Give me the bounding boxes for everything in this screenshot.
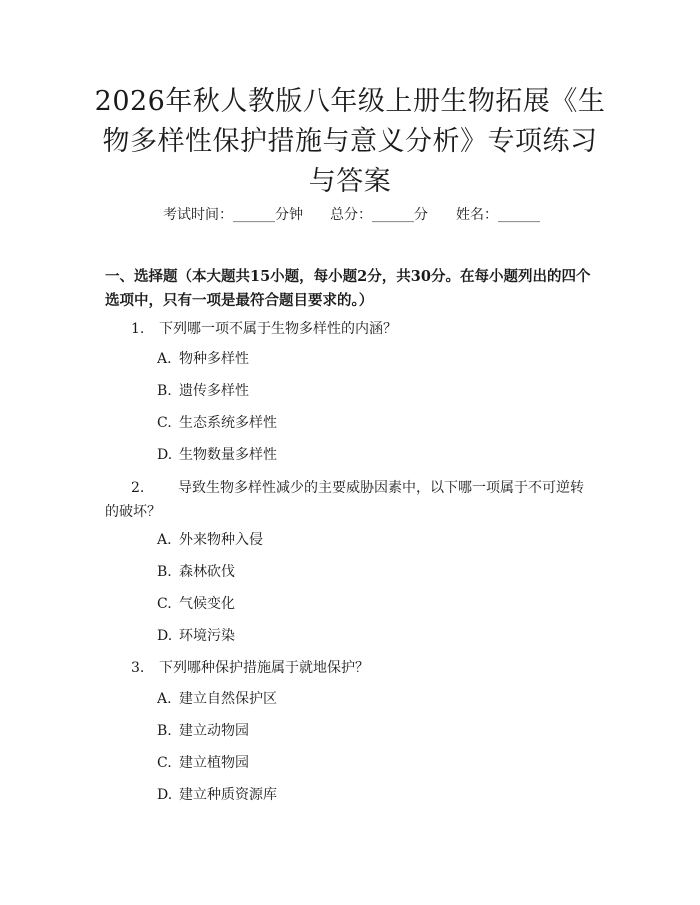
option-text: 气候变化 (179, 596, 235, 612)
option-2d[interactable] (157, 626, 235, 646)
question-1 (131, 318, 571, 340)
option-text: 生物数量多样性 (179, 447, 277, 463)
option-letter: A. (157, 532, 172, 548)
question-number: 2. (131, 480, 145, 496)
option-1a[interactable] (157, 349, 249, 369)
option-letter: B. (157, 383, 172, 399)
section-heading: 一、选择题（本大题共15小题，每小题2分，共30分。在每小题列出的四个选项中，只有一项是最符合题目要求的。） (105, 268, 591, 309)
option-letter: D. (157, 447, 173, 463)
exam-time-field: 考试时间：______分钟 (163, 207, 303, 223)
page-title: 2026年秋人教版八年级上册生物拓展《生物多样性保护措施与意义分析》专项练习与答案 (94, 86, 606, 197)
option-3b[interactable] (157, 721, 249, 741)
option-text: 建立自然保护区 (179, 691, 277, 707)
option-1b[interactable] (157, 381, 249, 401)
option-letter: C. (157, 596, 172, 612)
option-letter: D. (157, 787, 173, 803)
option-letter: A. (157, 691, 172, 707)
name-field: 姓名：______ (456, 207, 540, 223)
option-1d[interactable] (157, 445, 277, 465)
total-score-field: 总分：______分 (330, 207, 428, 223)
option-text: 外来物种入侵 (179, 532, 263, 548)
option-2a[interactable] (157, 530, 263, 550)
question-text: 导致生物多样性减少的主要威胁因素中，以下哪一项属于不可逆转的破坏？ (105, 480, 584, 520)
option-text: 遗传多样性 (179, 383, 249, 399)
question-text: 下列哪种保护措施属于就地保护？ (159, 660, 369, 676)
option-3c[interactable] (157, 753, 249, 773)
option-text: 环境污染 (179, 628, 235, 644)
option-letter: A. (157, 351, 172, 367)
option-letter: B. (157, 564, 172, 580)
option-letter: D. (157, 628, 173, 644)
question-2 (105, 476, 595, 524)
question-3 (131, 657, 571, 679)
question-text: 下列哪一项不属于生物多样性的内涵？ (159, 321, 397, 337)
option-text: 森林砍伐 (179, 564, 235, 580)
option-letter: B. (157, 723, 172, 739)
option-2b[interactable] (157, 562, 235, 582)
option-3d[interactable] (157, 785, 277, 805)
question-number: 1. (131, 321, 145, 337)
option-text: 建立动物园 (179, 723, 249, 739)
option-letter: C. (157, 755, 172, 771)
option-2c[interactable] (157, 594, 235, 614)
option-text: 物种多样性 (179, 351, 249, 367)
option-3a[interactable] (157, 689, 277, 709)
option-1c[interactable] (157, 413, 277, 433)
option-letter: C. (157, 415, 172, 431)
option-text: 生态系统多样性 (179, 415, 277, 431)
question-number: 3. (131, 660, 145, 676)
option-text: 建立植物园 (179, 755, 249, 771)
option-text: 建立种质资源库 (179, 787, 277, 803)
